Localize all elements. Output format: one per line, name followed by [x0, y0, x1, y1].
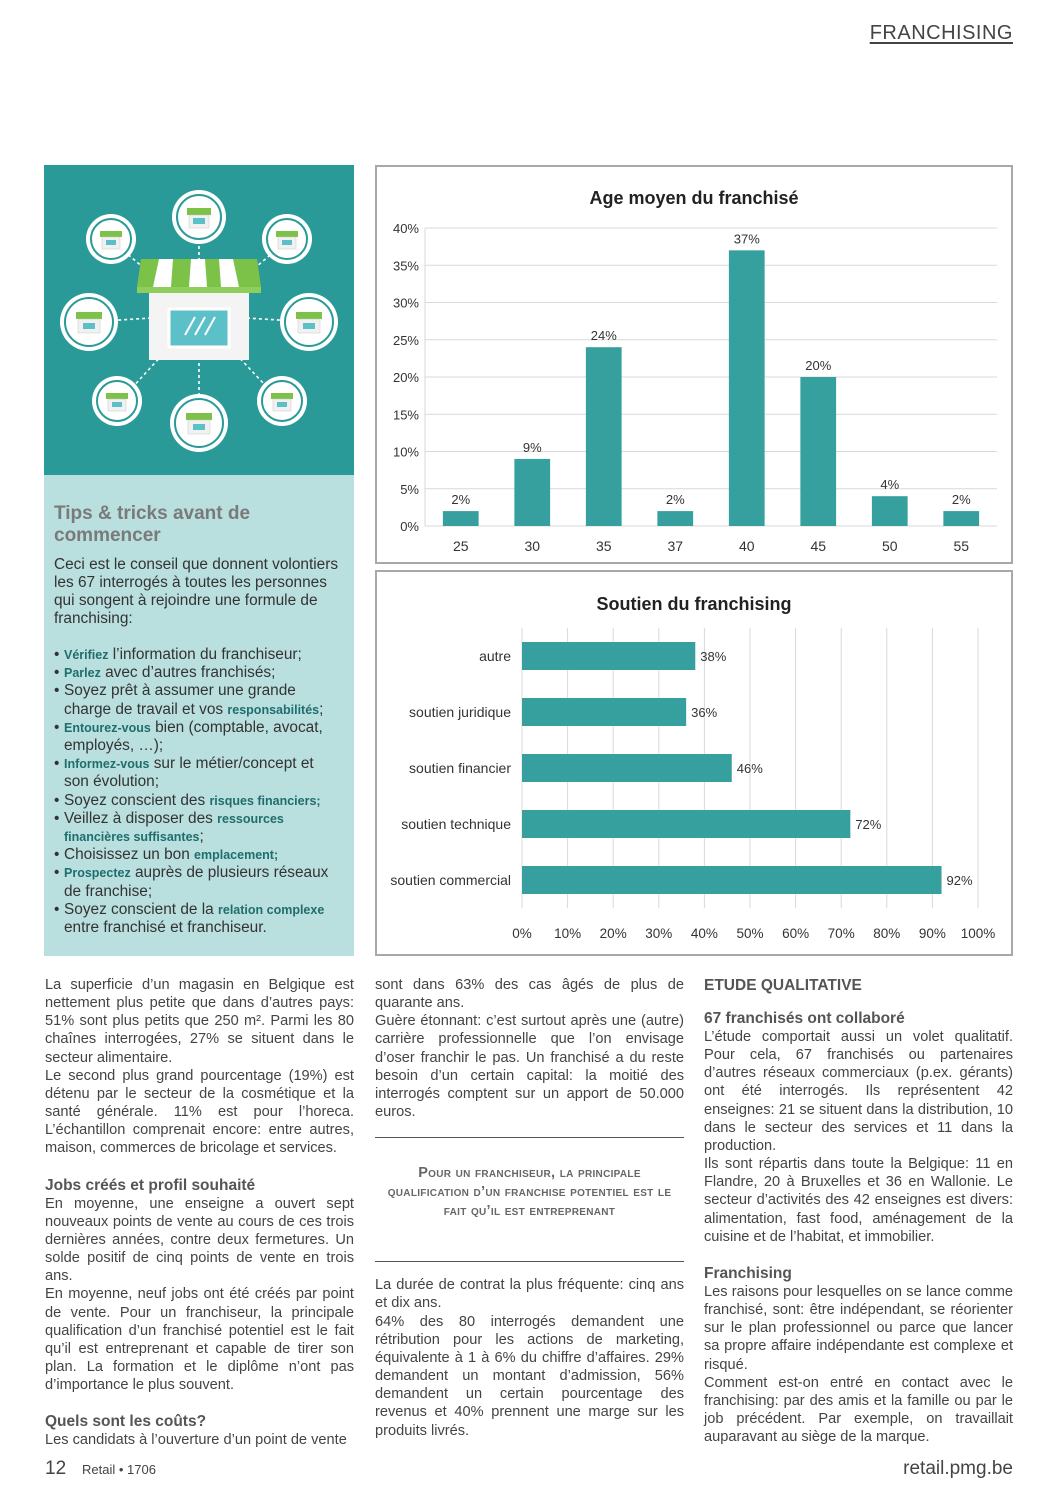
subheading: Quels sont les coûts? — [45, 1413, 207, 1431]
magazine-issue: Retail • 1706 — [82, 1462, 156, 1477]
x-tick-label: 50% — [736, 926, 764, 941]
tips-intro: Ceci est le conseil que donnent volontiers les 67 interrogés à toutes les personnes qui songent à rejoindre une formule de franchising: — [54, 556, 339, 627]
x-tick-label: 100% — [960, 926, 996, 941]
tips-item: • Entourez-vous bien (comptable, avocat, employés, …); — [54, 719, 342, 755]
data-label: 46% — [736, 761, 763, 776]
data-label: 92% — [946, 873, 973, 888]
x-tick-label: 35 — [595, 538, 612, 554]
article-column-2 — [375, 976, 684, 1440]
tips-item: • Soyez conscient de la relation complexe entre franchisé et franchiseur. — [54, 901, 342, 937]
x-tick-label: 55 — [953, 538, 970, 554]
data-label: 2% — [451, 492, 471, 508]
data-label: 38% — [700, 649, 727, 664]
store-network-icon — [44, 165, 354, 475]
bar — [800, 377, 836, 526]
category-label: soutien financier — [409, 760, 511, 776]
page-number: 12 — [45, 1458, 67, 1479]
tips-item: • Vérifiez l’information du franchiseur; — [54, 646, 342, 664]
tips-item: • Soyez conscient des risques financiers; — [54, 792, 342, 810]
y-tick-label: 25% — [392, 332, 419, 348]
x-tick-label: 37 — [667, 538, 684, 554]
paragraph: La superficie d’un magasin en Belgique est nettement plus petite que dans d’autres pays: 51% sont plus petits que 250 m². Parmi les 80 chaînes interrogées, 27% se situent dans le secteur alimentaire. — [45, 977, 354, 1066]
paragraph: Comment est-on entré en contact avec le franchising: par des amis et la famille ou par le job précédent. Par exemple, on travaillait auparavant au siège de la marque. — [704, 1374, 1013, 1446]
y-tick-label: 15% — [392, 407, 419, 423]
data-label: 24% — [590, 328, 617, 344]
bar — [443, 511, 479, 526]
tips-list — [54, 646, 342, 937]
category-label: soutien juridique — [409, 704, 511, 720]
subheading: Franchising — [704, 1264, 792, 1282]
age-chart — [377, 167, 1011, 562]
tips-item: • Choisissez un bon emplacement; — [54, 846, 342, 864]
bar — [657, 511, 693, 526]
franchise-network-illustration — [44, 165, 354, 475]
data-label: 9% — [522, 439, 542, 455]
data-label: 2% — [951, 492, 971, 508]
x-tick-label: 40% — [690, 926, 718, 941]
data-label: 20% — [805, 358, 832, 373]
section-heading: ETUDE QUALITATIVE — [704, 977, 862, 994]
tips-title: Tips & tricks avant de commencer — [54, 503, 251, 546]
y-tick-label: 10% — [392, 444, 419, 460]
paragraph: Ils sont répartis dans toute la Belgique: 11 en Flandre, 20 à Bruxelles et 36 en Wallonie. Le secteur d’activités des 42 enseignes est divers: alimentation, fast food, aménagement de la cuisine et de l’habitat, et immobilier. — [704, 1156, 1013, 1245]
subheading: 67 franchisés ont collaboré — [704, 1010, 905, 1027]
age-chart-title: Age moyen du franchisé — [589, 188, 799, 208]
y-tick-label: 35% — [392, 258, 419, 274]
paragraph: En moyenne, neuf jobs ont été créés par point de vente. Pour un franchiseur, la principale qualification d’un franchisé potentiel est le fait qu’il est entreprenant et capable de tirer son plan. La formation et le diplôme n’ont pas d’importance le plus souvent. — [45, 1286, 354, 1394]
y-tick-label: 0% — [400, 519, 419, 534]
article-column-1 — [45, 976, 354, 1449]
x-tick-label: 25 — [452, 538, 469, 554]
tips-item: • Veillez à disposer des ressources financières suffisantes; — [54, 810, 342, 846]
paragraph: Les candidats à l’ouverture d’un point de vente — [45, 1432, 347, 1449]
x-tick-label: 30% — [645, 926, 673, 941]
y-tick-label: 40% — [392, 221, 419, 236]
bar — [522, 754, 732, 782]
tips-item: • Informez-vous sur le métier/concept et son évolution; — [54, 755, 342, 791]
bar — [514, 459, 550, 526]
support-chart-title: Soutien du franchising — [596, 594, 792, 614]
category-label: autre — [479, 648, 511, 664]
x-tick-label: 50 — [881, 538, 898, 554]
bar — [943, 511, 979, 526]
data-label: 37% — [733, 231, 760, 247]
x-tick-label: 70% — [827, 926, 855, 941]
tips-item: • Prospectez auprès de plusieurs réseaux de franchise; — [54, 864, 342, 900]
bar — [872, 496, 908, 526]
tips-item: • Parlez avec d’autres franchisés; — [54, 664, 342, 682]
x-tick-label: 20% — [599, 926, 627, 941]
x-tick-label: 10% — [554, 926, 582, 941]
paragraph: 64% des 80 interrogés demandent une rétribution pour les actions de marketing, équivalente à 1 à 6% du chiffre d’affaires. 29% demandent un montant d’admission, 56% demandent un certain pourcentage des revenus et 40% prennent une marge sur les produits livrés. — [375, 1313, 684, 1439]
section-label: FRANCHISING — [869, 22, 1013, 44]
paragraph: Les raisons pour lesquelles on se lance comme franchisé, sont: être indépendant, se réorienter sur le plan professionnel ou parce que lancer sa propre affaire indépendante est complexe et risqué. — [704, 1283, 1013, 1373]
support-chart-frame — [375, 570, 1013, 956]
paragraph: En moyenne, une enseigne a ouvert sept nouveaux points de vente au cours de ces trois dernières années, contre deux fermetures. Un solde positif de cinq points de vente en trois ans. — [45, 1195, 354, 1285]
y-tick-label: 20% — [392, 370, 419, 385]
data-label: 72% — [855, 817, 882, 832]
age-chart-frame — [375, 165, 1013, 564]
bar — [522, 810, 850, 838]
x-tick-label: 30 — [524, 538, 541, 554]
x-tick-label: 0% — [512, 926, 532, 941]
data-label: 36% — [691, 705, 718, 720]
bar — [522, 866, 942, 894]
x-tick-label: 40 — [738, 538, 755, 554]
x-tick-label: 60% — [782, 926, 810, 941]
x-tick-label: 90% — [918, 926, 946, 941]
y-tick-label: 30% — [392, 295, 419, 311]
data-label: 2% — [665, 492, 685, 508]
article-column-3 — [704, 976, 1013, 1446]
paragraph: sont dans 63% des cas âgés de plus de quarante ans. — [375, 977, 684, 1012]
pull-quote: Pour un franchiseur, la principale qualification d’un franchise potentiel est le fait qu’il est entreprenant — [375, 1137, 684, 1262]
category-label: soutien technique — [401, 816, 511, 832]
paragraph: Guère étonnant: c’est surtout après une (autre) carrière professionnelle que l’on envisage d’oser franchir le pas. Un franchisé a du reste besoin d’un certain capital: la moitié des interrogés comptent sur un apport de 50.000 euros. — [375, 1013, 684, 1121]
support-chart — [377, 572, 1011, 954]
paragraph: Le second plus grand pourcentage (19%) est détenu par le secteur de la cosmétique et la santé générale. 11% est pour l’horeca. L’échantillon comprenait encore: entre autres, maison, commerces de bricolage et services. — [45, 1067, 354, 1157]
y-tick-label: 5% — [400, 481, 419, 497]
bar — [522, 642, 695, 670]
x-tick-label: 80% — [873, 926, 901, 941]
tips-item: • Soyez prêt à assumer une grande charge de travail et vos responsabilités; — [54, 682, 342, 718]
bar — [729, 250, 765, 526]
website-url: retail.pmg.be — [903, 1458, 1013, 1479]
data-label: 4% — [880, 477, 900, 493]
subheading: Jobs créés et profil souhaité — [45, 1176, 256, 1194]
paragraph: La durée de contrat la plus fréquente: cinq ans et dix ans. — [375, 1277, 684, 1312]
tips-panel — [44, 475, 354, 956]
category-label: soutien commercial — [390, 872, 511, 888]
paragraph: L’étude comportait aussi un volet qualitatif. Pour cela, 67 franchisés ou partenaires d’autres réseaux commerciaux (p.ex. gérants) ont été interrogés. Ils représentent 42 enseignes: 21 se situent dans la distribution, 10 dans le secteur des services et 11 dans la production. — [704, 1029, 1013, 1154]
x-tick-label: 45 — [810, 538, 827, 554]
bar — [522, 698, 686, 726]
bar — [586, 347, 622, 526]
